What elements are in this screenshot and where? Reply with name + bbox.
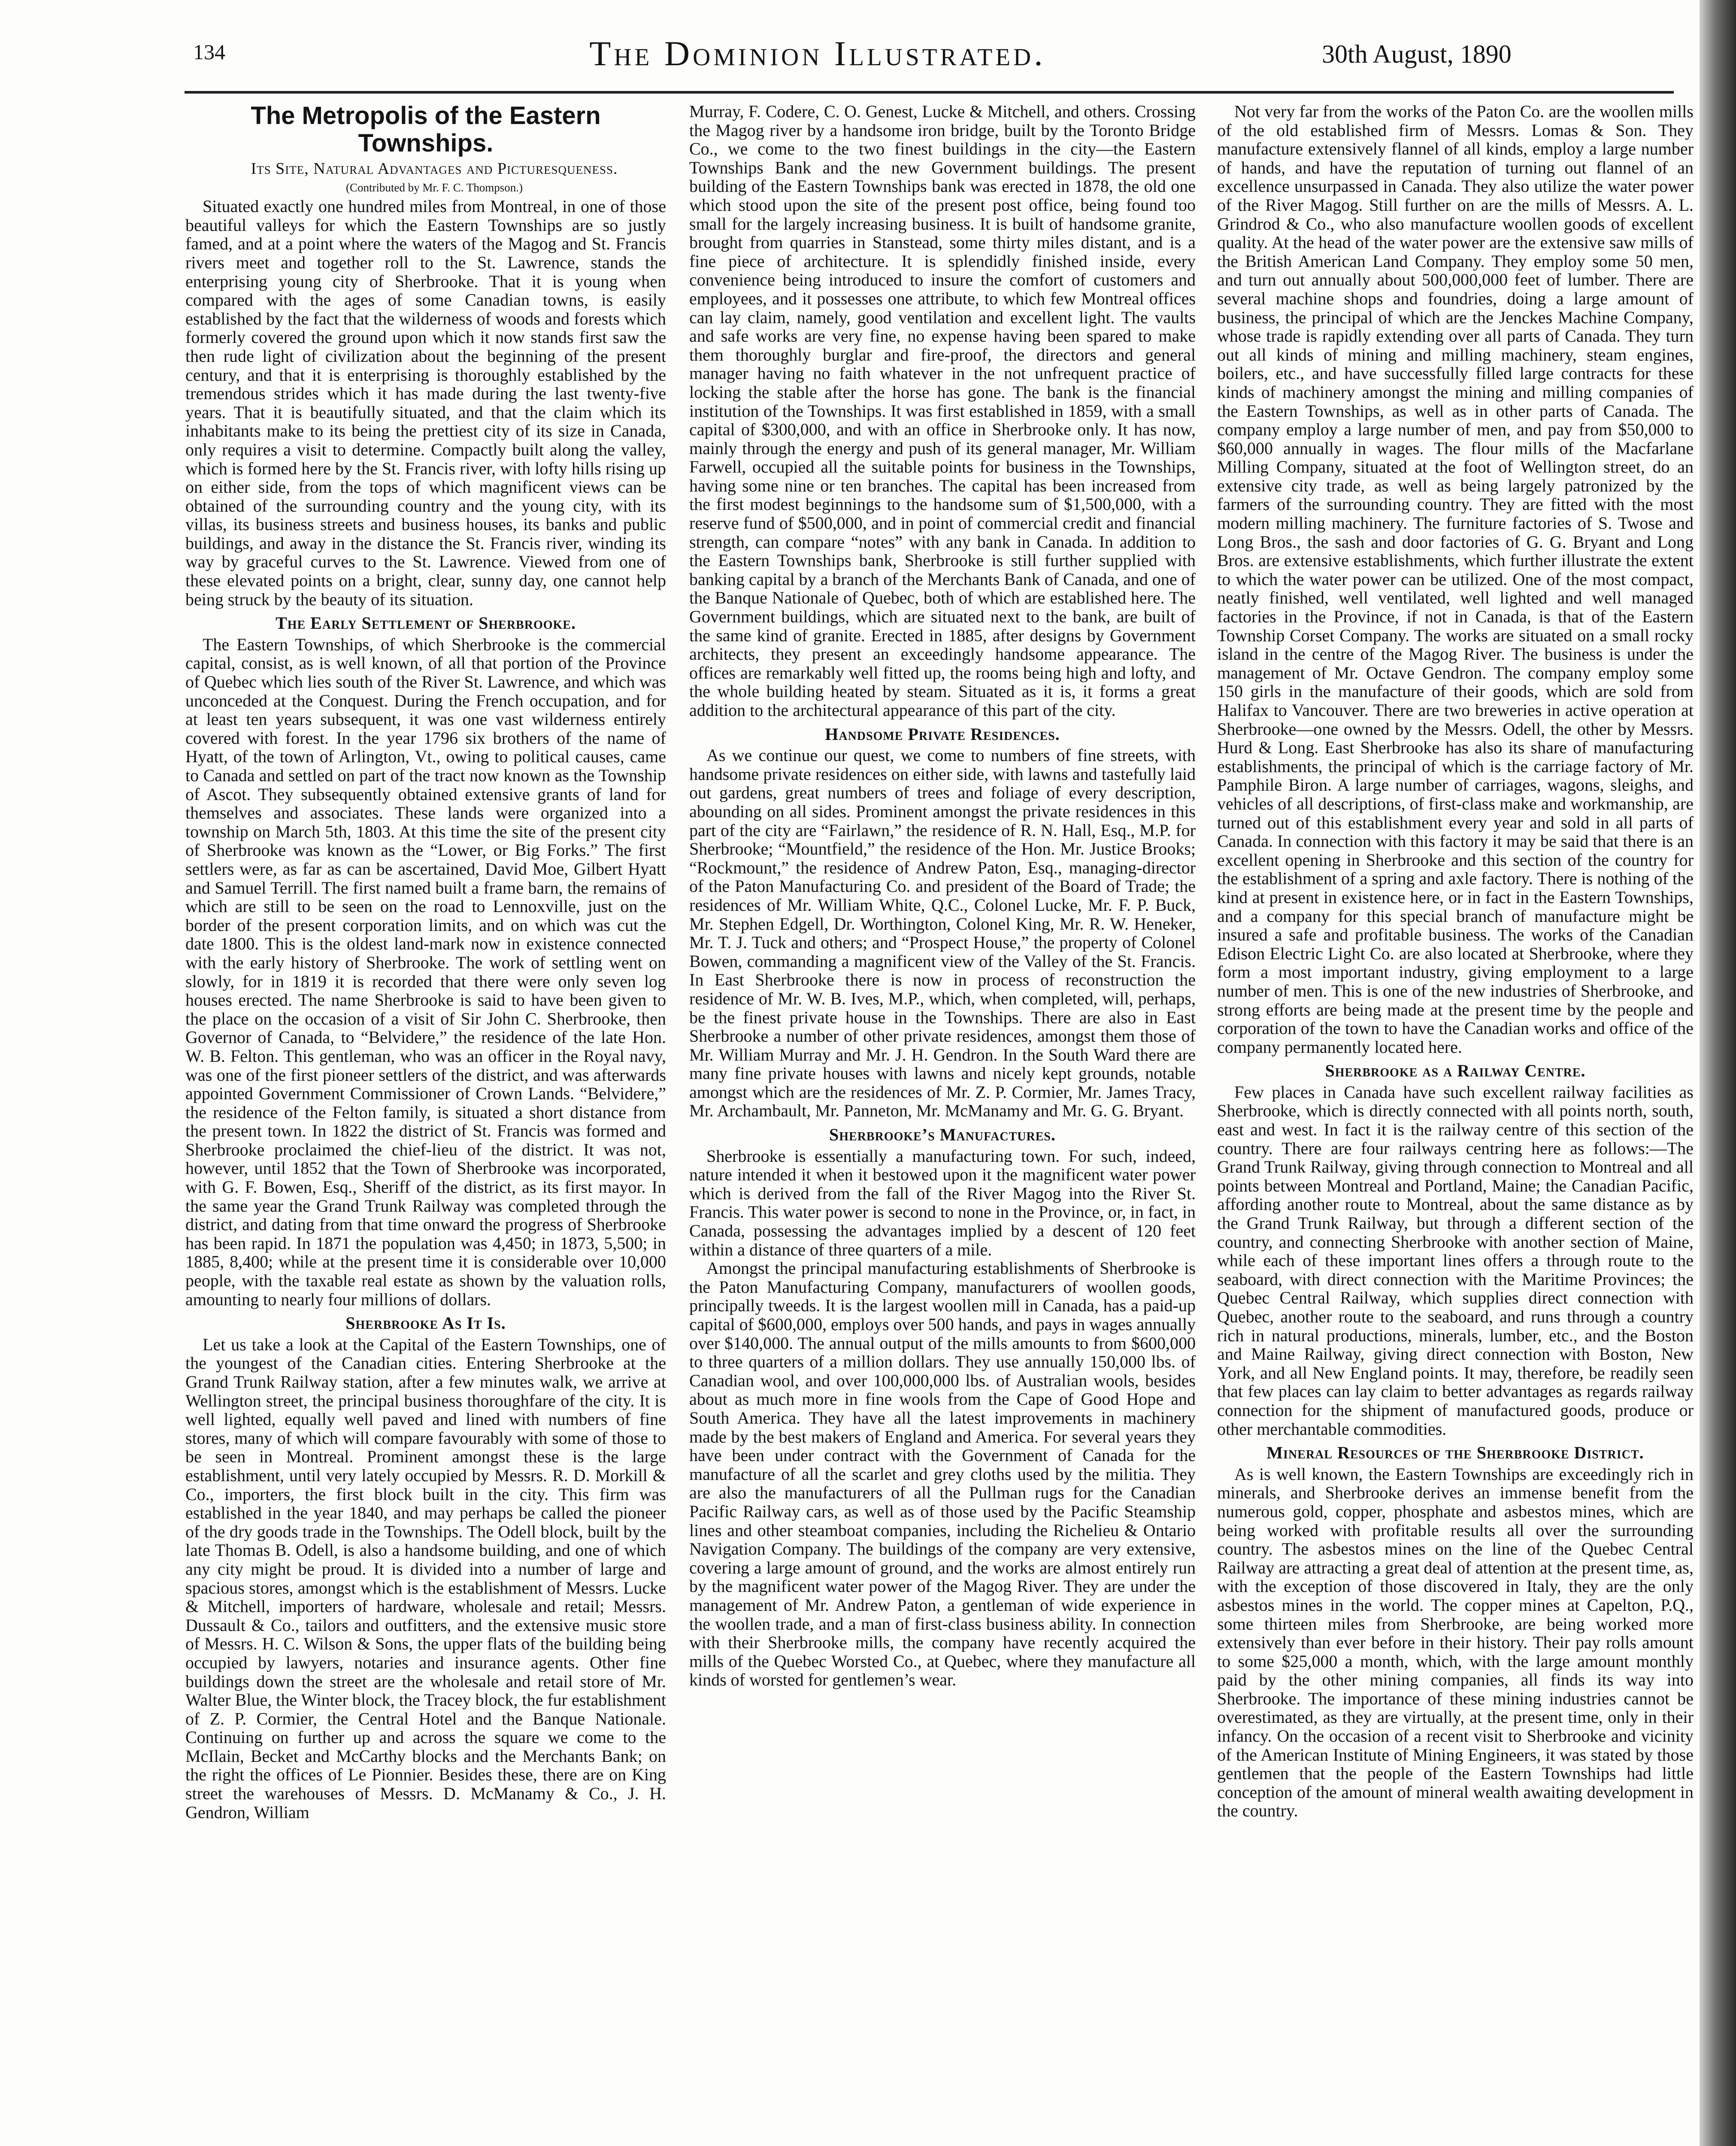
section-heading-railway-centre: Sherbrooke as a Railway Centre. (1325, 1061, 1586, 1081)
issue-date: 30th August, 1890 (1322, 40, 1512, 68)
article-subtitle: Its Site, Natural Advantages and Picturesqueness. (251, 160, 618, 178)
column-1 (185, 102, 666, 1822)
railway-centre-paragraph: Few places in Canada have such excellent railway facilities as Sherbrooke, which is directly connected with all points north, south, east and west. In fact it is the railway centre of this section of the country. There are four railways centring here as follows:—The Grand Trunk Railway, giving through connection to Montreal and all points between Montreal and Portland, Maine; the Canadian Pacific, affording another route to Montreal, about the same distance as by the Grand Trunk Railway, but through a different section of the country, and connecting Sherbrooke with another section of Maine, while each of these important lines offers a through route to the seaboard, with direct connection with the Maritime Provinces; the Quebec Central Railway, which supplies direct connection with Quebec, another route to the seaboard, and runs through a country rich in natural productions, minerals, lumber, etc., and the Boston and Maine Railway, giving direct connection with Boston, New York, and all New England points. It may, therefore, be readily seen that few places can lay claim to better advantages as regards railway connection for the shipment of manufactured goods, produce or other merchantable commodities. (1217, 1082, 1694, 1439)
page-header (0, 0, 1680, 99)
mineral-resources-paragraph: As is well known, the Eastern Townships are exceedingly rich in minerals, and Sherbrooke derives an immense benefit from the numerous gold, copper, phosphate and asbestos mines, which are being worked with profitable results all over the surrounding country. The asbestos mines on the line of the Quebec Central Railway are attracting a great deal of attention at the present time, as, with the exception of those discovered in Italy, they are the only asbestos mines in the world. The copper mines at Capelton, P.Q., some thirteen miles from Sherbrooke, are being worked more extensively than ever before in their history. Their pay rolls amount to some $25,000 a month, which, with the large amount monthly paid by the other mining companies, all finds its way into Sherbrooke. The importance of these mining industries cannot be overestimated, as they are virtually, at the present time, only in their infancy. On the occasion of a recent visit to Sherbrooke and vicinity of the American Institute of Mining Engineers, it was stated by those gentlemen that the people of the Eastern Townships had little conception of the amount of mineral wealth awaiting development in the country. (1217, 1464, 1694, 1821)
column-2 (689, 102, 1196, 1689)
column-3 (1217, 102, 1694, 1820)
header-rule (185, 91, 1674, 94)
manufactures-paragraph-3: Not very far from the works of the Paton Co. are the woollen mills of the old established firm of Messrs. Lomas & Son. They manufacture extensively flannel of all kinds, employ a large number of hands, and have the reputation of turning out flannel of an excellence unsurpassed in Canada. They also utilize the water power of the River Magog. Still further on are the mills of Messrs. A. L. Grindrod & Co., who also manufacture woollen goods of excellent quality. At the head of the water power are the extensive saw mills of the British American Land Company. They employ some 50 men, and turn out annually about 500,000,000 feet of lumber. There are several machine shops and foundries, doing a large amount of business, the principal of which are the Jenckes Machine Company, whose trade is rapidly extending over all parts of Canada. They turn out all kinds of mining and milling machinery, steam engines, boilers, etc., and have successfully filled large contracts for these kinds of machinery amongst the mining and milling companies of the Eastern Townships, as well as in other parts of Canada. The company employ a large number of men, and pay from $50,000 to $60,000 annually in wages. The flour mills of the Macfarlane Milling Company, situated at the foot of Wellington street, do an extensive city trade, as well as being largely patronized by the farmers of the surrounding country. They are fitted with the most modern milling machinery. The furniture factories of S. Twose and Long Bros., the sash and door factories of G. G. Bryant and Long Bros. are extensive establishments, which further illustrate the extent to which the water power can be utilized. One of the most compact, neatly finished, well ventilated, well lighted and well managed factories in the Province, if not in Canada, is that of the Eastern Township Corset Company. The works are situated on a small rocky island in the centre of the Magog River. The business is under the management of Mr. Octave Gendron. The company employ some 150 girls in the manufacture of their goods, which are sold from Halifax to Vancouver. There are two breweries in active operation at Sherbrooke—one owned by the Messrs. Odell, the other by Messrs. Hurd & Long. East Sherbrooke has also its share of manufacturing establishments, the principal of which is the carriage factory of Mr. Pamphile Biron. A large number of carriages, wagons, sleighs, and vehicles of all descriptions, of first-class make and workmanship, are turned out of this establishment every year and sold in all parts of Canada. In connection with this factory it may be said that there is an excellent opening in Sherbrooke and this section of the country for the establishment of a spring and axle factory. There is nothing of the kind at present in existence here, or in fact in the Eastern Townships, and a company for this special branch of manufacture might be insured a safe and profitable business. The works of the Canadian Edison Electric Light Co. are also located at Sherbrooke, where they form a most important industry, giving employment to a large number of men. This is one of the new industries of Sherbrooke, and strong efforts are being made at the present time by the people and corporation of the town to have the Canadian works and office of the company permanently located here. (1217, 102, 1694, 1057)
article-title: The Metropolis of the Eastern Townships. (251, 102, 601, 157)
manufactures-paragraph-2: Amongst the principal manufacturing establishments of Sherbrooke is the Paton Manufacturing Company, manufacturers of woollen goods, principally tweeds. It is the largest woollen mill in Canada, has a paid-up capital of $600,000, employs over 500 hands, and pays in wages annually over $140,000. The annual output of the mills amounts to from $600,000 to three quarters of a million dollars. They use annually 150,000 lbs. of Canadian wool, and over 100,000,000 lbs. of Australian wools, besides about as much more in fine wools from the Cape of Good Hope and South America. They have all the latest improvements in machinery made by the best makers of England and America. For several years they have been under contract with the Government of Canada for the manufacture of all the scarlet and grey cloths used by the militia. They are also the manufacturers of all the Pullman rugs for the Canadian Pacific Railway cars, as well as of those used by the Pacific Steamship lines and other steamboat companies, including the Richelieu & Ontario Navigation Company. The buildings of the company are very extensive, covering a large amount of ground, and the works are almost entirely run by the magnificent water power of the Magog River. They are under the management of Mr. Andrew Paton, a gentleman of wide experience in the woollen trade, and a man of first-class business ability. In connection with their Sherbrooke mills, the company have recently acquired the mills of the Quebec Worsted Co., at Quebec, where they manufacture all kinds of worsted for gentlemen’s wear. (689, 1258, 1196, 1690)
sherbrooke-as-it-is-continued: Murray, F. Codere, C. O. Genest, Lucke & Mitchell, and others. Crossing the Magog river by a handsome iron bridge, built by the Toronto Bridge Co., we come to the two finest buildings in the city—the Eastern Townships Bank and the new Government buildings. The present building of the Eastern Townships bank was erected in 1878, the old one which stood upon the site of the present post office, being found too small for the largely increasing business. It is built of handsome granite, brought from quarries in Stanstead, some thirty miles distant, and is a fine piece of architecture. It is splendidly finished inside, every convenience being introduced to insure the comfort of customers and employees, and it possesses one attribute, to which few Montreal offices can lay claim, namely, good ventilation and excellent light. The vaults and safe works are very fine, no expense having been spared to make them thoroughly burglar and fire-proof, the directors and general manager having no faith whatever in the not unfrequent practice of locking the stable after the horse has gone. The bank is the financial institution of the Townships. It was first established in 1859, with a small capital of $300,000, and with an office in Sherbrooke only. It has now, mainly through the energy and push of its general manager, Mr. William Farwell, occupied all the suitable points for business in the Townships, having some nine or ten branches. The capital has been increased from the first modest beginnings to the handsome sum of $1,500,000, with a reserve fund of $500,000, and in point of commercial credit and financial strength, can compare “notes” with any bank in Canada. In addition to the Eastern Townships bank, Sherbrooke is still further supplied with banking capital by a branch of the Merchants Bank of Canada, and one of the Banque Nationale of Quebec, both of which are established here. The Government buildings, which are situated next to the bank, are built of the same kind of granite. Erected in 1885, after designs by Government architects, they present an exceedingly handsome appearance. The offices are remarkably well fitted up, the rooms being high and lofty, and the whole building heated by steam. Situated as it is, it forms a great addition to the architectural appearance of this part of the city. (689, 102, 1196, 720)
section-heading-sherbrooke-as-it-is: Sherbrooke As It Is. (345, 1313, 506, 1333)
page-number: 134 (193, 40, 225, 64)
private-residences-paragraph: As we continue our quest, we come to numbers of fine streets, with handsome private residences on either side, with lawns and tastefully laid out gardens, great numbers of trees and foliage of every description, abounding on all sides. Prominent amongst the private residences in this part of the city are “Fairlawn,” the residence of R. N. Hall, Esq., M.P. for Sherbrooke; “Mountfield,” the residence of the Hon. Mr. Justice Brooks; “Rockmount,” the residence of Andrew Paton, Esq., managing-director of the Paton Manufacturing Co. and president of the Board of Trade; the residences of Mr. William White, Q.C., Colonel Lucke, Mr. F. P. Buck, Mr. Stephen Edgell, Dr. Worthington, Colonel King, Mr. R. W. Heneker, Mr. T. J. Tuck and others; and “Prospect House,” the property of Colonel Bowen, commanding a magnificent view of the Valley of the St. Francis. In East Sherbrooke there is now in process of reconstruction the residence of Mr. W. B. Ives, M.P., which, when completed, will, perhaps, be the finest private house in the Townships. There are also in East Sherbrooke a number of other private residences, amongst them those of Mr. William Murray and Mr. J. H. Gendron. In the South Ward there are many fine private houses with lawns and nicely kept grounds, notable amongst which are the residences of Mr. Z. P. Cormier, Mr. James Tracy, Mr. Archambault, Mr. Panneton, Mr. McManamy and Mr. G. G. Bryant. (689, 746, 1196, 1121)
article-credit: (Contributed by Mr. F. C. Thompson.) (345, 181, 523, 194)
intro-paragraph: Situated exactly one hundred miles from Montreal, in one of those beautiful valleys for which the Eastern Townships are so justly famed, and at a point where the waters of the Magog and St. Francis rivers meet and together roll to the St. Lawrence, stands the enterprising young city of Sherbrooke. That it is young when compared with the ages of some Canadian towns, is easily established by the fact that the wilderness of woods and forests which formerly covered the ground upon which it now stands first saw the then rude light of civilization about the beginning of the present century, and that it is enterprising is thoroughly established by the tremendous strides which it has made during the last twenty-five years. That it is beautifully situated, and that the claim which its inhabitants make to its being the prettiest city of its size in Canada, only requires a visit to determine. Compactly built along the valley, which is formed here by the St. Francis river, with lofty hills rising up on either side, from the tops of which magnificent views can be obtained of the surrounding country and the young city, with its villas, its business streets and business houses, its banks and public buildings, and away in the distance the St. Francis river, winding its way by graceful curves to the St. Lawrence. Viewed from one of these elevated points on a bright, clear, sunny day, one cannot help being struck by the beauty of its situation. (185, 197, 666, 609)
section-heading-early-settlement: The Early Settlement of Sherbrooke. (276, 613, 576, 633)
sherbrooke-as-it-is-paragraph: Let us take a look at the Capital of the Eastern Townships, one of the youngest of the Canadian cities. Entering Sherbrooke at the Grand Trunk Railway station, after a few minutes walk, we arrive at Wellington street, the principal business thoroughfare of the city. It is well lighted, equally well paved and lined with numbers of fine stores, many of which will compare favourably with some of those to be seen in Montreal. Prominent amongst these is the large establishment, until very lately occupied by Messrs. R. D. Morkill & Co., importers, the first block built in the city. This firm was established in the year 1840, and may perhaps be called the pioneer of the dry goods trade in the Townships. The Odell block, built by the late Thomas B. Odell, is also a handsome building, and one of which any city might be proud. It is divided into a number of large and spacious stores, amongst which is the establishment of Messrs. Lucke & Mitchell, importers of hardware, wholesale and retail; Messrs. Dussault & Co., tailors and outfitters, and the extensive music store of Messrs. H. C. Wilson & Sons, the upper flats of the building being occupied by lawyers, notaries and insurance agents. Other fine buildings down the street are the wholesale and retail store of Mr. Walter Blue, the Winter block, the Tracey block, the fur establishment of Z. P. Cormier, the Central Hotel and the Banque Nationale. Continuing on further up and across the square we come to the McIlain, Becket and McCarthy blocks and the Merchants Bank; on the right the offices of Le Pionnier. Besides these, there are on King street the warehouses of Messrs. D. McManamy & Co., J. H. Gendron, William (185, 1334, 666, 1822)
early-settlement-paragraph: The Eastern Townships, of which Sherbrooke is the commercial capital, consist, as is well known, of all that portion of the Province of Quebec which lies south of the River St. Lawrence, and which was unconceded at the Conquest. During the French occupation, and for at least ten years subsequent, it was one vast wilderness entirely covered with forest. In the year 1796 six brothers of the name of Hyatt, of the town of Arlington, Vt., owing to political causes, came to Canada and settled on part of the tract now known as the Township of Ascot. They subsequently obtained extensive grants of land for themselves and associates. These lands were organized into a township on March 5th, 1803. At this time the site of the present city of Sherbrooke was known as the “Lower, or Big Forks.” The first settlers were, as far as can be ascertained, David Moe, Gilbert Hyatt and Samuel Terrill. The first named built a frame barn, the remains of which are still to be seen on the road to Lennoxville, just on the border of the present corporation limits, and on which was cut the date 1800. This is the oldest land-mark now in existence connected with the early history of Sherbrooke. The work of settling went on slowly, for in 1819 it is recorded that there were only seven log houses erected. The name Sherbrooke is said to have been given to the place on the occasion of a visit of Sir John C. Sherbrooke, then Governor of Canada, to “Belvidere,” the residence of the late Hon. W. B. Felton. This gentleman, who was an officer in the Royal navy, was one of the first pioneer settlers of the district, and was afterwards appointed Government Commissioner of Crown Lands. “Belvidere,” the residence of the Felton family, is situated a short distance from the present town. In 1822 the district of St. Francis was formed and Sherbrooke proclaimed the chief-lieu of the district. It was not, however, until 1852 that the Town of Sherbrooke was incorporated, with G. F. Bowen, Esq., Sheriff of the district, as its first mayor. In the same year the Grand Trunk Railway was completed through the district, and dating from that time onward the progress of Sherbrooke has been rapid. In 1871 the population was 4,450; in 1873, 5,500; in 1885, 8,400; while at the present time it is considerable over 10,000 people, with the taxable real estate as shown by the valuation rolls, amounting to nearly four millions of dollars. (185, 634, 666, 1309)
masthead: The Dominion Illustrated. (589, 34, 1046, 73)
manufactures-paragraph-1: Sherbrooke is essentially a manufacturing town. For such, indeed, nature intended it when it bestowed upon it the magnificent water power which is derived from the fall of the River Magog into the River St. Francis. This water power is second to none in the Province, or, in fact, in Canada, possessing the advantages implied by a descent of 120 feet within a distance of three quarters of a mile. (689, 1146, 1196, 1259)
section-heading-mineral-resources: Mineral Resources of the Sherbrooke District. (1266, 1443, 1644, 1463)
binding-shadow (1700, 0, 1736, 2146)
section-heading-private-residences: Handsome Private Residences. (825, 724, 1060, 744)
section-heading-manufactures: Sherbrooke’s Manufactures. (829, 1125, 1056, 1145)
